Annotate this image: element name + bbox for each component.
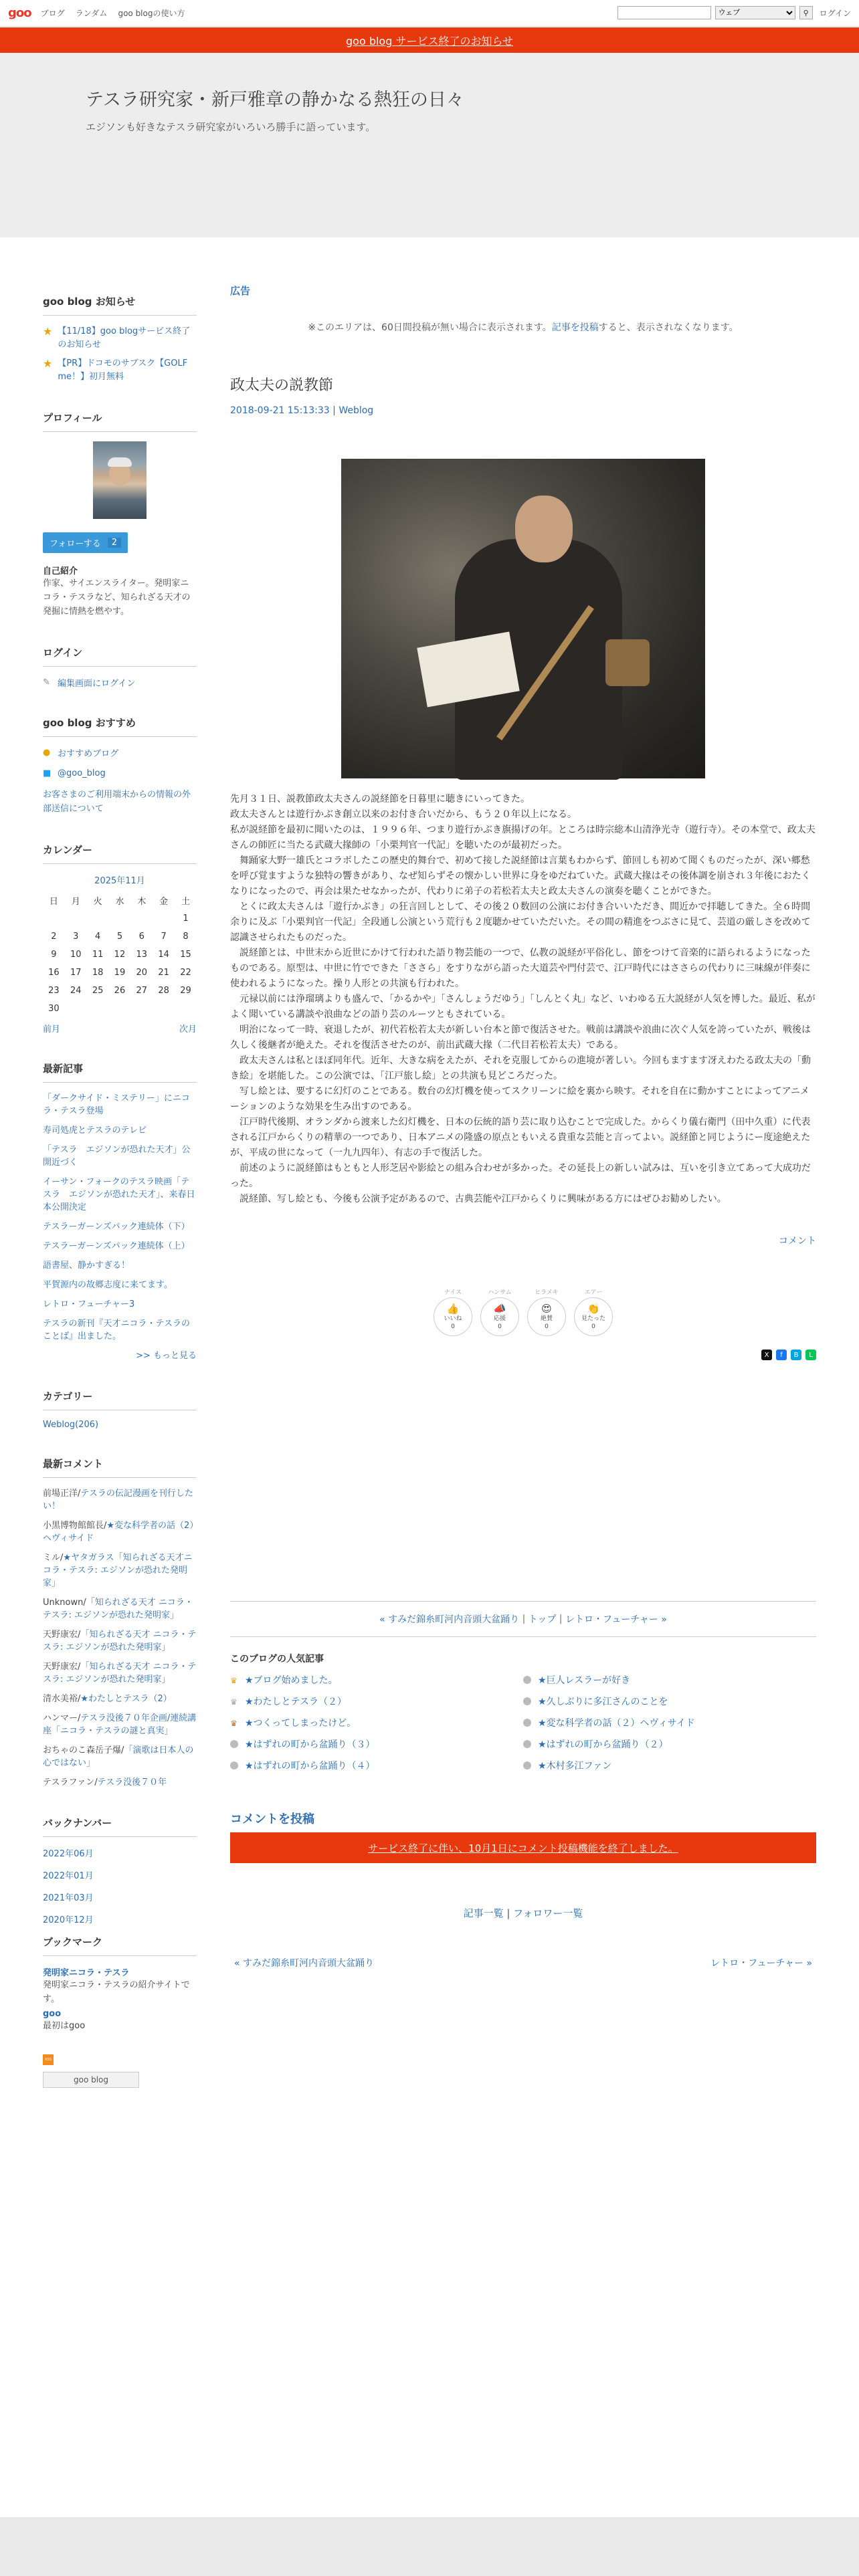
bookmark-link[interactable]: goo (43, 2009, 62, 2019)
category-heading: カテゴリー (43, 1389, 197, 1410)
top-nav-blog[interactable]: ブログ (40, 9, 65, 18)
next-post-link[interactable]: レトロ・フューチャー » (710, 1958, 812, 1969)
post-category-link[interactable]: Weblog (339, 405, 374, 416)
reaction-praise[interactable] (523, 1287, 570, 1336)
calendar-day: 13 (136, 950, 148, 960)
recommend-row[interactable] (43, 746, 197, 759)
calendar-day: 29 (180, 986, 191, 996)
recent-post-link[interactable]: 「テスラ エジソンが恐れた天才」公開近づく (43, 1145, 191, 1168)
calendar-day: 4 (94, 932, 101, 942)
goo-blog-badge[interactable]: goo blog (43, 2072, 139, 2088)
calendar-day: 11 (92, 950, 104, 960)
follow-button[interactable] (43, 532, 128, 553)
main-content (230, 281, 816, 1969)
recent-post-link[interactable]: 「ダークサイド・ミステリー」にニコラ・テスラ登場 (43, 1093, 190, 1116)
comment-link-row (230, 1234, 816, 1247)
recommend-twitter-link[interactable]: @goo_blog (58, 768, 106, 778)
search-scope-select[interactable] (715, 6, 795, 19)
calendar-day: 10 (70, 950, 82, 960)
pager-top-link[interactable]: トップ (528, 1614, 557, 1625)
rank-dot-icon (523, 1676, 531, 1684)
self-intro-text: 作家、サイエンスライター。発明家ニコラ・テスラなど、知られざる天才の発掘に情熱を燃やす。 (43, 578, 191, 617)
calendar-next-link[interactable]: 次月 (179, 1025, 197, 1035)
search-icon[interactable]: ⚲ (799, 6, 813, 19)
reaction-label: 見たった (581, 1315, 605, 1322)
calendar-day: 12 (114, 950, 126, 960)
self-intro-heading: 自己紹介 (43, 566, 78, 576)
recent-posts-block (43, 1061, 197, 1362)
star-icon: ★ (43, 325, 53, 338)
post-date: 2018-09-21 15:13:33 (230, 405, 330, 416)
rss-icon[interactable] (43, 2054, 54, 2065)
backnumber-link[interactable]: 2022年06月 (43, 1849, 94, 1859)
calendar-day (87, 909, 109, 928)
comment-post-link[interactable]: 「演歌は日本人の心ではない」 (43, 1745, 194, 1768)
post-paragraph: 前述のように説経節はもともと人形芝居や影絵との組み合わせが多かった。その延長上の新しい試みは、互いを引き立てあって大成功だった。 (230, 1163, 811, 1189)
info-item-link[interactable]: 【PR】ドコモのサブスク【GOLF me！】初月無料 (58, 358, 188, 382)
calendar-day: 17 (70, 968, 82, 978)
reaction-seen-button[interactable] (574, 1297, 613, 1336)
recent-post-link[interactable]: 語書屋、静かすぎる！ (43, 1261, 130, 1271)
popular-link[interactable]: ★はずれの町から盆踊り（４） (245, 1761, 375, 1772)
rank-dot-icon (523, 1719, 531, 1727)
login-row[interactable] (43, 676, 197, 689)
calendar-day: 25 (92, 986, 104, 996)
calendar-day: 20 (136, 968, 148, 978)
comment-item: ハンマー/テスラ没後７０年企画/連続講座「ニコラ・テスラの謎と真実」 (43, 1713, 197, 1736)
calendar-table (43, 891, 197, 1018)
ad-note (230, 320, 816, 334)
comment-item: 清水美裕/★わたしとテスラ（2） (43, 1694, 172, 1704)
post-paragraph: 写し絵とは、要するに幻灯のことである。数台の幻灯機を使ってスクリーンに絵を裏から映す。それを自在に動かすことによってアニメーションのような効果を生み出すのである。 (230, 1086, 809, 1112)
calendar-block (43, 843, 197, 1035)
calendar-day (153, 1000, 175, 1018)
hatena-share-icon[interactable]: B (791, 1350, 801, 1360)
recommend-block (43, 716, 197, 816)
calendar-weekday: 木 (137, 897, 147, 907)
facebook-share-icon[interactable]: f (776, 1350, 787, 1360)
reaction-count: 0 (591, 1323, 595, 1330)
reaction-cheer[interactable] (476, 1287, 523, 1336)
calendar-day: 22 (180, 968, 191, 978)
comment-author: 天野康宏 (43, 1630, 78, 1640)
popular-item[interactable] (230, 1759, 523, 1772)
comment-post-link[interactable]: ★ヤタガラス「知られざる天才ニコラ・テスラ: エジソンが恐れた発明家」 (43, 1553, 193, 1588)
post-paragraph: 江戸時代後期、オランダから渡来した幻灯機を、日本の伝統的語り芸に取り込むことで完成した。からくり儀右衛門（田中久重）に代表される江戸からくりの精華の一つであり、日本アニメの隆盛の原点ともいえる貴重な芸能と言ってよい。説経節と同じようにー度途絶えたが、平成の世になって（一九九四年）、有志の手で復活した。 (230, 1117, 811, 1158)
popular-item[interactable] (523, 1716, 816, 1729)
twitter-icon: ■ (43, 768, 52, 778)
line-share-icon[interactable]: L (805, 1350, 816, 1360)
thumbs-up-icon: 👍 (446, 1302, 460, 1315)
page-footer (0, 2517, 859, 2576)
top-search (617, 6, 851, 19)
popular-link[interactable]: ★つくってしまったけど。 (245, 1718, 357, 1729)
bookmark-desc: 発明家ニコラ・テスラの紹介サイトです。 (43, 1980, 190, 2004)
ad-note-text-after: すると、表示されなくなります。 (598, 322, 739, 333)
calendar-weekday: 水 (115, 897, 124, 907)
post-paragraph: 先月３１日、説教節政太夫さんの説経節を日暮里に聴きにいってきた。 (230, 794, 530, 804)
popular-heading: このブログの人気記事 (230, 1654, 324, 1665)
star-icon: ★ (43, 357, 53, 370)
popular-item[interactable] (523, 1695, 816, 1708)
calendar-day (175, 1000, 197, 1018)
calendar-day: 14 (158, 950, 169, 960)
calendar-month: 2025年11月 (94, 876, 145, 886)
comment-author: 小黒博物館館長 (43, 1521, 104, 1531)
post-paragraph: 政太夫さんとは遊行かぶき創立以来のお付き合いだから、もう２０年以上になる。 (230, 809, 577, 820)
prev-post-link[interactable]: « すみだ錦糸町河内音頭大盆踊り (234, 1958, 375, 1969)
follower-list-link[interactable]: フォロワー一覧 (513, 1907, 583, 1919)
bookmark-link[interactable]: 発明家ニコラ・テスラ (43, 1968, 130, 1978)
blog-description: エジソンも好きなテスラ研究家がいろいろ勝手に語っています。 (86, 121, 376, 133)
reaction-seen[interactable] (570, 1287, 617, 1336)
calendar-day: 28 (158, 986, 169, 996)
calendar-heading: カレンダー (43, 843, 197, 864)
recent-post-link[interactable]: 平賀源内の故郷志度に来てます。 (43, 1280, 173, 1290)
rank-dot-icon (523, 1761, 531, 1769)
calendar-day: 27 (136, 986, 148, 996)
more-posts-link[interactable]: >> もっと見る (136, 1351, 197, 1361)
crown-icon: ♛ (230, 1676, 237, 1685)
post-photo[interactable] (341, 459, 705, 778)
calendar-day: 8 (183, 932, 189, 942)
bookmark-desc: 最初はgoo (43, 2021, 86, 2031)
calendar-week-row (43, 982, 197, 1000)
rank-dot-icon (230, 1761, 238, 1769)
post-meta: 2018-09-21 15:13:33 | Weblog (230, 405, 374, 416)
recent-post-link[interactable]: 寿司処虎とテスラのテレビ (43, 1125, 147, 1136)
category-link[interactable]: Weblog(206) (43, 1420, 99, 1430)
post-paragraph: 元禄以前には浄瑠璃よりも盛んで、「かるかや」「さんしょうだゆう」「しんとく丸」など、いわゆる五大説経が人気を博した。最近、私がよく聞いている講談や浪曲などの語り芸のルーツともされている。 (230, 994, 816, 1020)
top-nav-random[interactable]: ランダム (75, 9, 108, 18)
comment-form-heading: コメントを投稿 (230, 1812, 314, 1826)
calendar-day (130, 909, 153, 928)
recommend-blog-link[interactable]: おすすめブログ (58, 749, 119, 759)
photo-performer-head (515, 496, 573, 562)
search-input[interactable] (617, 6, 711, 19)
post-paragraph: 説経節とは、中世末から近世にかけて行われた語り物芸能の一つで、仏教の説経が平俗化し、節をつけて音楽的に語られるようになったものである。原型は、中世に竹でできた「ささら」をすりながら語った大道芸や門付芸で、江戸時代にはささらの代わりに三味線が伴奏に使われるようになった。操り人形との共演も行われた。 (230, 948, 811, 989)
follow-count: 2 (108, 538, 121, 548)
calendar-week-row (43, 909, 197, 928)
popular-link[interactable]: ★ブログ始めました。 (245, 1675, 338, 1686)
recent-posts-heading: 最新記事 (43, 1061, 197, 1083)
calendar-nav (43, 1022, 197, 1035)
popular-link[interactable]: ★変な科学者の話（２）ヘヴィサイド (538, 1718, 695, 1729)
x-share-icon[interactable]: X (761, 1350, 772, 1360)
comment-post-link[interactable]: 「知られざる天才 ニコラ・テスラ: エジソンが恐れた発明家」 (43, 1598, 193, 1620)
comment-post-link[interactable]: 「知られざる天才 ニコラ・テスラ: エジソンが恐れた発明家」 (43, 1662, 197, 1685)
backnumber-link[interactable]: 2021年03月 (43, 1893, 94, 1903)
rank-dot-icon (523, 1697, 531, 1705)
rank-dot-icon (230, 1740, 238, 1748)
crown-icon: ♛ (230, 1719, 237, 1728)
profile-heading: プロフィール (43, 411, 197, 432)
recent-post-link[interactable]: イーサン・フォークのテスラ映画「テスラ エジソンが恐れた天才」、来春日本公開決定 (43, 1177, 195, 1212)
info-item[interactable] (43, 357, 197, 384)
calendar-day: 9 (51, 950, 57, 960)
profile-block (43, 411, 197, 619)
pager-prev-link[interactable]: « すみだ錦糸町河内音頭大盆踊り (379, 1614, 520, 1625)
popular-item[interactable] (230, 1695, 523, 1708)
calendar-weekday: 土 (181, 897, 191, 907)
post-paragraph: 説経節、写し絵とも、今後も公演予定があるので、古典芸能や江戸からくりに興味がある方にはぜひお勧めしたい。 (230, 1194, 727, 1204)
top-bar (0, 0, 859, 27)
comment-post-link[interactable]: 「知られざる天才 ニコラ・テスラ: エジソンが恐れた発明家」 (43, 1630, 197, 1652)
reaction-label: 応援 (493, 1315, 506, 1322)
ad-post-link[interactable]: 記事を投稿 (551, 322, 599, 333)
popular-link[interactable]: ★わたしとテスラ（２） (245, 1697, 347, 1707)
calendar-day: 5 (116, 932, 123, 942)
clap-icon: 👏 (587, 1302, 600, 1315)
share-buttons (230, 1350, 816, 1360)
recent-comments-block (43, 1457, 197, 1789)
service-end-notice (0, 27, 859, 53)
top-nav-howto[interactable]: goo blogの使い方 (118, 9, 185, 18)
goo-info-block (43, 294, 197, 384)
reaction-like[interactable] (430, 1287, 476, 1336)
comment-item: 天野康宏/「知られざる天才 ニコラ・テスラ: エジソンが恐れた発明家」 (43, 1662, 197, 1685)
reaction-like-button[interactable] (434, 1297, 472, 1336)
goo-logo[interactable]: goo (8, 6, 31, 20)
calendar-day (109, 1000, 131, 1018)
popular-link[interactable]: ★巨人レスラーが好き (538, 1675, 631, 1686)
calendar-day (43, 909, 65, 928)
top-login-link[interactable]: ログイン (819, 8, 851, 18)
calendar-day (87, 1000, 109, 1018)
blog-header (0, 53, 859, 237)
comment-author: 天野康宏 (43, 1662, 78, 1672)
calendar-weekday: 月 (71, 897, 80, 907)
reaction-top-label: エアー (584, 1289, 603, 1296)
calendar-day: 3 (73, 932, 79, 942)
calendar-day (153, 909, 175, 928)
recommend-heading: goo blog おすすめ (43, 716, 197, 737)
calendar-day: 21 (158, 968, 169, 978)
comment-item: ミル/★ヤタガラス「知られざる天才ニコラ・テスラ: エジソンが恐れた発明家」 (43, 1553, 193, 1588)
reaction-buttons (230, 1287, 816, 1336)
calendar-day: 6 (138, 932, 145, 942)
rss-label: RSS (45, 2058, 52, 2062)
reaction-top-label: ヒラメキ (535, 1289, 559, 1296)
comment-closed-banner (230, 1832, 816, 1863)
popular-posts (230, 1673, 816, 1772)
goo-info-heading: goo blog お知らせ (43, 294, 197, 316)
comment-author: ミル (43, 1553, 61, 1563)
reaction-count: 0 (545, 1323, 549, 1330)
comment-closed-link[interactable]: サービス終了に伴い、10月1日にコメント投稿機能を終了しました。 (368, 1842, 678, 1854)
calendar-day (130, 1000, 153, 1018)
calendar-day: 26 (114, 986, 126, 996)
comment-author: 清水美裕 (43, 1694, 78, 1704)
post-list-link[interactable]: 記事一覧 (463, 1907, 504, 1919)
popular-item[interactable] (523, 1673, 816, 1687)
reaction-praise-button[interactable] (527, 1297, 566, 1336)
top-nav (41, 7, 193, 19)
backnumber-list[interactable] (43, 1846, 197, 1925)
photo-instrument-body (605, 639, 650, 686)
reaction-label: いいね (444, 1315, 462, 1322)
popular-link[interactable]: ★はずれの町から盆踊り（２） (538, 1739, 668, 1750)
popular-item[interactable] (230, 1673, 523, 1687)
crown-icon: ♛ (230, 1697, 237, 1707)
calendar-day (109, 909, 131, 928)
bookmark-block (43, 1935, 197, 2033)
post-paragraph: 舞踊家大野一雄氏とコラボしたこの歴史的舞台で、初めて接した説経節は言葉もわからず、節回しも初めて聞くものだったが、深い郷愁を呼び覚ますような独特の響きがあり、なぜ知らずその懐かしい世界に身をゆだねていた。武蔵大掾はその後体調を崩され３年後におたくなりになったので、再会は果たせなかったが、代わりに弟子の若松若太夫と政太夫さんの演奏を聴くことができた。 (230, 855, 811, 897)
bulb-icon: ● (43, 748, 51, 758)
comment-post-link[interactable]: ★変な科学者の話（2）ヘヴィサイド (43, 1521, 194, 1543)
calendar-week-row (43, 1000, 197, 1018)
calendar-day: 23 (48, 986, 60, 996)
popular-link[interactable]: ★久しぶりに多江さんのことを (538, 1697, 668, 1707)
sidebar (43, 294, 197, 2088)
comment-post-link[interactable]: テスラの伝記漫画を刊行したい！ (43, 1489, 193, 1511)
backnumber-heading: バックナンバー (43, 1816, 197, 1837)
calendar-week-row (43, 964, 197, 982)
reaction-label: 絶賛 (540, 1315, 553, 1322)
comment-author: テスラファン (43, 1778, 95, 1788)
recommend-row[interactable] (43, 768, 197, 778)
backnumber-link[interactable]: 2022年01月 (43, 1871, 94, 1881)
follow-button-label: フォローする (50, 539, 101, 549)
popular-item[interactable] (523, 1737, 816, 1751)
profile-photo-hair (108, 457, 132, 467)
comment-author: ハンマー (43, 1713, 78, 1723)
comment-post-link[interactable]: ★わたしとテスラ（2） (80, 1694, 172, 1704)
info-item-link[interactable]: 【11/18】goo blogサービス終了のお知らせ (58, 326, 191, 350)
comment-item: おちゃのこ森岳子爆/「演歌は日本人の心ではない」 (43, 1745, 194, 1768)
comment-item: 小黒博物館館長/★変な科学者の話（2）ヘヴィサイド (43, 1521, 194, 1543)
calendar-day (65, 909, 87, 928)
backnumber-link[interactable]: 2020年12月 (43, 1915, 94, 1925)
calendar-weekday: 火 (93, 897, 102, 907)
recent-post-link[interactable]: テスラーガーンズパック連続体（上） (43, 1241, 190, 1251)
pager-next-link[interactable]: レトロ・フューチャー » (565, 1614, 667, 1625)
pencil-icon: ✎ (43, 677, 50, 687)
post-paragraph: 明治になって一時、衰退したが、初代若松若太夫が新しい台本と節で復活させた。戦前は講談や浪曲に次ぐ人気を誇っていたが、戦後は久しく後継者が絶えた。それを復活させたのが、前出武蔵大掾（二代目若松若太夫）である。 (230, 1025, 811, 1051)
comment-item: 前場正洋/テスラの伝記漫画を刊行したい！ (43, 1489, 193, 1511)
rank-dot-icon (523, 1740, 531, 1748)
comment-item: Unknown/「知られざる天才 ニコラ・テスラ: エジソンが恐れた発明家」 (43, 1598, 193, 1620)
feed-block (43, 2054, 197, 2088)
calendar-prev-link[interactable]: 前月 (43, 1025, 61, 1035)
calendar-week-row (43, 928, 197, 946)
comment-post-link[interactable]: テスラ没後７０年 (97, 1778, 167, 1788)
profile-photo (93, 441, 147, 519)
post-pager: « すみだ錦糸町河内音頭大盆踊り | トップ | レトロ・フューチャー » (230, 1601, 816, 1637)
post-paragraph: 政太夫さんは私とほぼ同年代。近年、大きな病をえたが、それを克服してからの進境が著しい。今回もますます冴えわたる政太夫の「動き絵」を堪能した。この公演では、「江戸旅し絵」との共演も見どころだった。 (230, 1055, 811, 1081)
login-block (43, 645, 197, 689)
login-heading: ログイン (43, 645, 197, 667)
info-item[interactable] (43, 325, 197, 352)
ad-note-text: ※このエリアは、60日間投稿が無い場合に表示されます。 (308, 322, 552, 333)
post-body (230, 792, 816, 1207)
reaction-count: 0 (498, 1323, 502, 1330)
calendar-day: 1 (183, 914, 189, 924)
recent-comments-heading: 最新コメント (43, 1457, 197, 1478)
calendar-day: 30 (48, 1004, 60, 1014)
calendar-day: 24 (70, 986, 82, 996)
recent-post-link[interactable]: テスラーガーンズパック連続体（下） (43, 1222, 190, 1232)
bookmark-heading: ブックマーク (43, 1935, 197, 1956)
comment-author: Unknown (43, 1598, 84, 1608)
calendar-week-row (43, 946, 197, 964)
calendar-day (65, 1000, 87, 1018)
calendar-day: 18 (92, 968, 104, 978)
comment-item: テスラファン/テスラ没後７０年 (43, 1778, 167, 1788)
megaphone-icon: 📣 (493, 1302, 506, 1315)
list-links: 記事一覧 | フォロワー一覧 (463, 1907, 583, 1919)
popular-item[interactable] (230, 1737, 523, 1751)
post-paragraph: とくに政太夫さんは「遊行かぶき」の狂言回しとして、その後２０数回の公演にお付き合いいただき、間近かで拝聴してきた。全６時間余りに及ぶ「小栗判官一代記」全段通し公演という荒行も２度聴かせていただいた。その間の精進をつぶさに見て、芸道の厳しさを改めて認識させられたものだった。 (230, 901, 811, 943)
ad-heading: 広告 (230, 285, 251, 297)
more-posts-row (43, 1350, 197, 1362)
popular-item[interactable] (230, 1716, 523, 1729)
comment-author: おちゃのこ森岳子爆 (43, 1745, 122, 1755)
reaction-top-label: ハンサム (488, 1289, 512, 1296)
popular-link[interactable]: ★木村多江ファン (538, 1761, 612, 1772)
calendar-weekday-row (43, 891, 197, 909)
reaction-count: 0 (451, 1323, 455, 1330)
comment-post-link[interactable]: テスラ没後７０年企画/連続講座「ニコラ・テスラの謎と真実」 (43, 1713, 197, 1736)
calendar-day: 2 (51, 932, 57, 942)
external-transmission-link[interactable]: お客さまのご利用端末からの情報の外部送信について (43, 790, 191, 814)
calendar-weekday: 日 (49, 897, 58, 907)
service-end-notice-link[interactable]: goo blog サービス終了のお知らせ (346, 34, 513, 47)
login-link[interactable]: 編集画面にログイン (58, 679, 136, 689)
post-title[interactable]: 政太夫の説教節 (230, 377, 334, 394)
comment-author: 前場正洋 (43, 1489, 78, 1499)
calendar-day: 16 (48, 968, 60, 978)
recent-post-link[interactable]: レトロ・フューチャー3 (43, 1299, 135, 1309)
calendar-day: 7 (161, 932, 167, 942)
post-nav (230, 1956, 816, 1969)
popular-link[interactable]: ★はずれの町から盆踊り（３） (245, 1739, 375, 1750)
comment-item: 天野康宏/「知られざる天才 ニコラ・テスラ: エジソンが恐れた発明家」 (43, 1630, 197, 1652)
blog-title[interactable]: テスラ研究家・新戸雅章の静かなる熱狂の日々 (86, 90, 464, 110)
calendar-day: 15 (180, 950, 191, 960)
heart-eyes-icon: 😍 (541, 1302, 552, 1315)
reaction-cheer-button[interactable] (480, 1297, 519, 1336)
post-paragraph: 私が説経節を最初に聞いたのは、１９９６年、つまり遊行かぶき旗揚げの年。ところは時宗総本山清浄光寺（遊行寺）。その本堂で、政太夫さんの師匠に当たる武蔵大掾師の「小栗判官一代記」を聴いたのが最初だった。 (230, 825, 816, 851)
calendar-weekday: 金 (159, 897, 169, 907)
popular-item[interactable] (523, 1759, 816, 1772)
backnumber-block (43, 1816, 197, 1925)
calendar-day: 19 (114, 968, 126, 978)
recent-post-link[interactable]: テスラの新刊『天才ニコラ・テスラのことば』出ました。 (43, 1319, 190, 1341)
comment-link[interactable]: コメント (779, 1236, 816, 1247)
reaction-top-label: ナイス (444, 1289, 462, 1296)
category-block (43, 1389, 197, 1430)
